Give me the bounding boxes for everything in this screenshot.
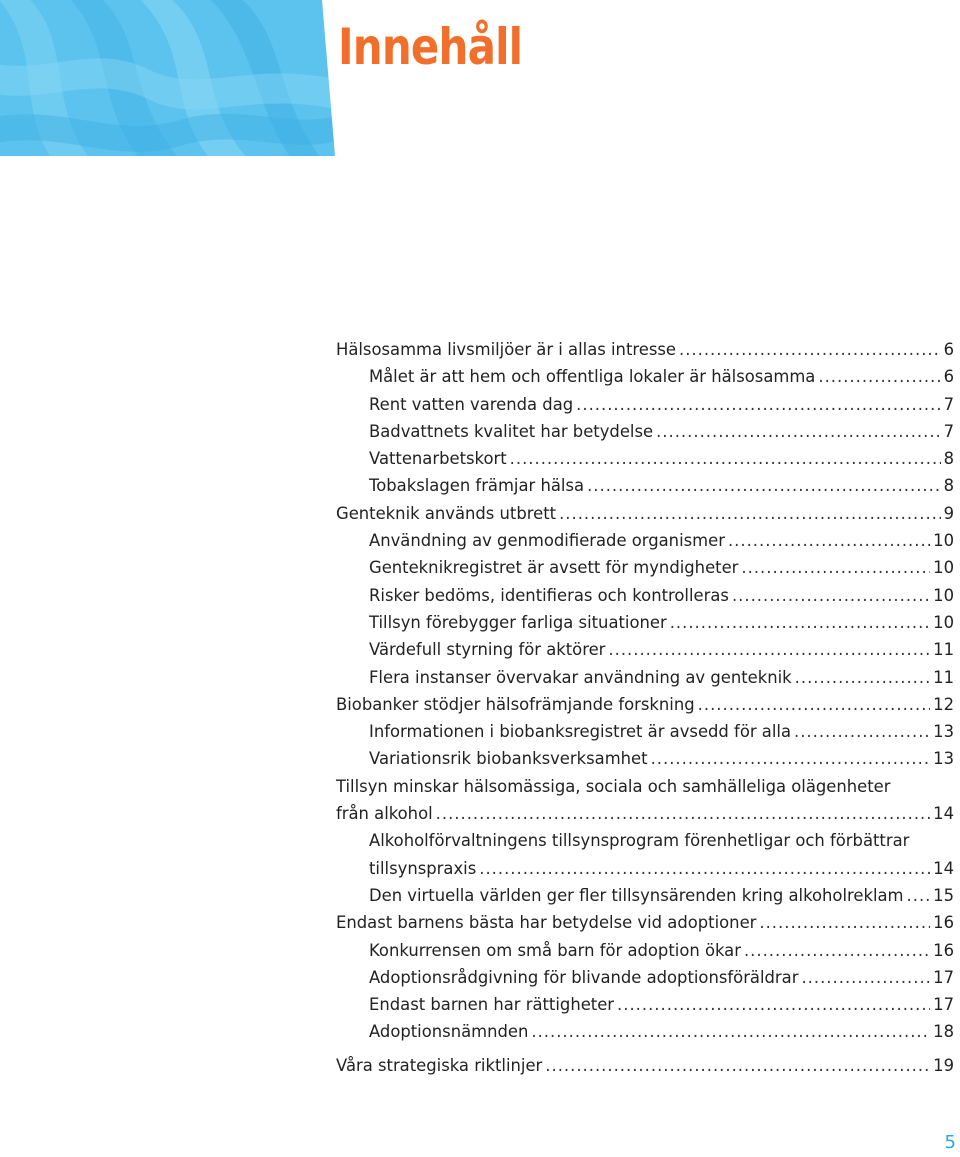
toc-entry-title: Hälsosamma livsmiljöer är i allas intresse <box>336 340 676 359</box>
toc-section-entry[interactable] <box>336 336 954 363</box>
toc-subsection-entry[interactable] <box>336 391 954 418</box>
toc-page-number: 16 <box>933 940 954 960</box>
toc-entry-title: Målet är att hem och offentliga lokaler är hälsosamma <box>369 367 816 387</box>
toc-page-number: 15 <box>933 885 954 905</box>
toc-dot-leader <box>576 391 940 418</box>
toc-dot-leader <box>907 882 931 909</box>
toc-entry-title: Adoptionsnämnden <box>369 1022 529 1042</box>
toc-dot-leader <box>545 1052 930 1079</box>
toc-page-number: 6 <box>943 340 954 359</box>
toc-dot-leader <box>531 1018 930 1045</box>
toc-dot-leader <box>608 636 930 663</box>
toc-page-number: 7 <box>943 421 954 441</box>
toc-page-number: 10 <box>933 612 954 632</box>
toc-entry-title: från alkohol <box>336 804 433 824</box>
toc-subsection-entry[interactable] <box>336 1018 954 1045</box>
toc-page-number: 6 <box>943 367 954 387</box>
toc-dot-leader <box>795 664 930 691</box>
toc-dot-leader <box>698 691 930 718</box>
toc-page-number: 8 <box>943 449 954 469</box>
toc-entry-title: Vattenarbetskort <box>369 449 507 469</box>
toc-entry-title: Rent vatten varenda dag <box>369 394 574 414</box>
toc-page-number: 9 <box>943 503 954 523</box>
toc-subsection-entry[interactable] <box>336 991 954 1018</box>
toc-entry-title: Värdefull styrning för aktörer <box>369 640 606 660</box>
toc-dot-leader <box>801 964 930 991</box>
toc-subsection-entry[interactable] <box>336 937 954 964</box>
toc-entry-line1: Alkoholförvaltningens tillsynsprogram förenhetligar och förbättrar <box>369 831 910 851</box>
toc-entry-title: Våra strategiska riktlinjer <box>336 1055 543 1075</box>
toc-subsection-entry[interactable] <box>336 745 954 772</box>
toc-entry-title: Risker bedöms, identifieras och kontrolleras <box>369 585 729 605</box>
toc-entry-title: Badvattnets kvalitet har betydelse <box>369 421 654 441</box>
toc-subsection-entry[interactable] <box>336 636 954 663</box>
toc-page-number: 19 <box>933 1055 954 1075</box>
toc-dot-leader <box>617 991 930 1018</box>
toc-dot-leader <box>656 418 940 445</box>
toc-page-number: 12 <box>933 694 954 714</box>
toc-page-number: 8 <box>943 476 954 496</box>
toc-dot-leader <box>744 937 930 964</box>
toc-page-number: 13 <box>933 722 954 742</box>
toc-dot-leader <box>759 909 930 936</box>
toc-page-number: 13 <box>933 749 954 769</box>
toc-page-number: 7 <box>943 394 954 414</box>
toc-page-number: 18 <box>933 1022 954 1042</box>
toc-page-number: 11 <box>933 667 954 687</box>
toc-subsection-entry[interactable] <box>336 527 954 554</box>
toc-entry-title: Adoptionsrådgivning för blivande adoptionsföräldrar <box>369 967 799 987</box>
toc-page-number: 11 <box>933 640 954 660</box>
toc-entry-title: Den virtuella världen ger fler tillsynsärenden kring alkoholreklam <box>369 885 904 905</box>
toc-entry-title: Användning av genmodifierade organismer <box>369 531 725 551</box>
toc-page-number: 14 <box>933 858 954 878</box>
toc-dot-leader <box>732 582 930 609</box>
toc-entry-title: Informationen i biobanksregistret är avsedd för alla <box>369 722 791 742</box>
toc-subsection-entry[interactable] <box>336 882 954 909</box>
toc-entry-title: Variationsrik biobanksverksamhet <box>369 749 648 769</box>
toc-dot-leader <box>559 500 940 527</box>
toc-entry-title: Endast barnens bästa har betydelse vid adoptioner <box>336 913 757 933</box>
toc-entry-title: tillsynspraxis <box>369 858 477 878</box>
table-of-contents <box>336 336 954 1079</box>
toc-subsection-entry[interactable] <box>336 855 954 882</box>
toc-subsection-entry[interactable] <box>336 554 954 581</box>
toc-entry-title: Konkurrensen om små barn för adoption ökar <box>369 940 741 960</box>
toc-page-number: 14 <box>933 804 954 824</box>
toc-page-number: 10 <box>933 585 954 605</box>
toc-subsection-entry[interactable] <box>336 718 954 745</box>
toc-dot-leader <box>587 472 941 499</box>
toc-subsection-entry[interactable] <box>336 609 954 636</box>
toc-section-entry[interactable] <box>336 500 954 527</box>
toc-page-number: 16 <box>933 913 954 933</box>
toc-entry-title: Flera instanser övervakar användning av genteknik <box>369 667 792 687</box>
toc-subsection-entry[interactable] <box>336 582 954 609</box>
toc-subsection-entry[interactable] <box>336 363 954 390</box>
toc-entry-line1: Tillsyn minskar hälsomässiga, sociala och samhälleliga olägenheter <box>336 776 891 796</box>
toc-entry-title: Endast barnen har rättigheter <box>369 995 615 1015</box>
toc-subsection-entry[interactable] <box>336 445 954 472</box>
page-title: Innehåll <box>338 18 523 76</box>
toc-dot-leader <box>794 718 930 745</box>
toc-subsection-entry[interactable] <box>336 472 954 499</box>
toc-dot-leader <box>728 527 930 554</box>
toc-section-entry[interactable] <box>336 800 954 827</box>
header-banner <box>0 0 335 156</box>
banner-pattern-graphic <box>0 0 335 156</box>
toc-dot-leader <box>651 745 931 772</box>
toc-dot-leader <box>679 336 941 363</box>
toc-dot-leader <box>479 855 930 882</box>
toc-subsection-entry[interactable] <box>336 964 954 991</box>
toc-entry-title: Genteknik används utbrett <box>336 503 557 523</box>
toc-entry-title: Tillsyn förebygger farliga situationer <box>369 612 667 632</box>
toc-dot-leader <box>818 363 940 390</box>
toc-entry-title: Tobakslagen främjar hälsa <box>369 476 585 496</box>
toc-entry-title: Genteknikregistret är avsett för myndigheter <box>369 558 739 578</box>
toc-section-entry[interactable] <box>336 1052 954 1079</box>
page-number: 5 <box>944 1132 956 1153</box>
toc-dot-leader <box>670 609 930 636</box>
toc-dot-leader <box>741 554 930 581</box>
toc-dot-leader <box>436 800 930 827</box>
toc-page-number: 17 <box>933 995 954 1015</box>
toc-subsection-entry[interactable] <box>336 418 954 445</box>
toc-page-number: 17 <box>933 967 954 987</box>
toc-section-entry[interactable] <box>336 691 954 718</box>
toc-entry-title: Biobanker stödjer hälsofrämjande forskning <box>336 694 695 714</box>
toc-section-entry[interactable] <box>336 909 954 936</box>
toc-page-number: 10 <box>933 558 954 578</box>
toc-subsection-entry[interactable] <box>336 664 954 691</box>
toc-page-number: 10 <box>933 531 954 551</box>
toc-dot-leader <box>510 445 941 472</box>
